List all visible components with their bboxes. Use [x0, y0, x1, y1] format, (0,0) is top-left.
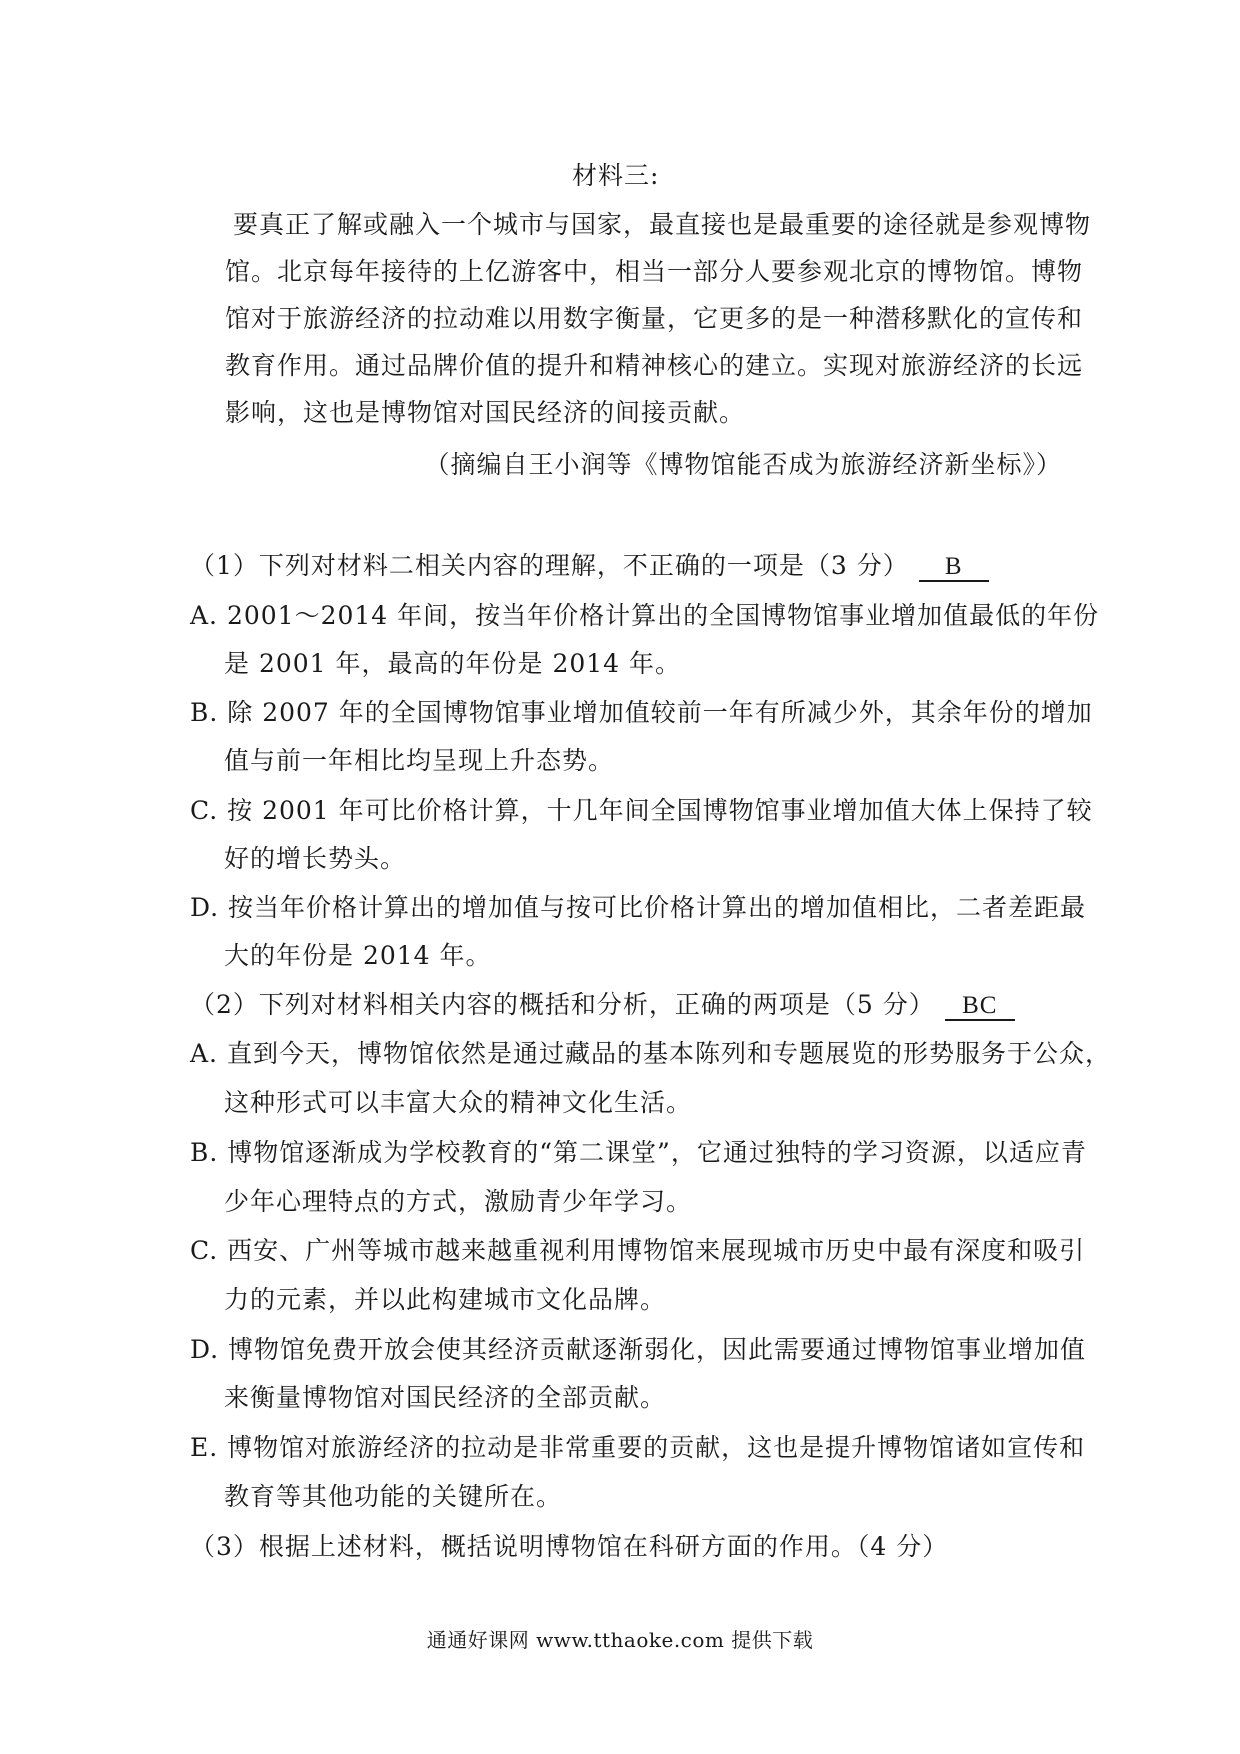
q1-option-b-cont: 值与前一年相比均呈现上升态势。 [224, 746, 615, 775]
q2-option-e: E. 博物馆对旅游经济的拉动是非常重要的贡献，这也是提升博物馆诸如宣传和 [190, 1433, 1086, 1462]
material-line-4: 教育作用。通过品牌价值的提升和精神核心的建立。实现对旅游经济的长远 [225, 351, 1084, 380]
material-line-5: 影响，这也是博物馆对国民经济的间接贡献。 [225, 398, 746, 427]
material-line-2: 馆。北京每年接待的上亿游客中，相当一部分人要参观北京的博物馆。博物 [225, 257, 1084, 286]
q1-option-a: A. 2001～2014 年间，按当年价格计算出的全国博物馆事业增加值最低的年份 [190, 601, 1100, 630]
q1-option-d-cont: 大的年份是 2014 年。 [224, 941, 492, 970]
material-line-1: 要真正了解或融入一个城市与国家，最直接也是最重要的途径就是参观博物 [233, 210, 1092, 239]
question-2-stem: （2）下列对材料相关内容的概括和分析，正确的两项是（5 分） [190, 990, 935, 1019]
q1-option-a-cont: 是 2001 年，最高的年份是 2014 年。 [224, 649, 682, 678]
q1-option-d: D. 按当年价格计算出的增加值与按可比价格计算出的增加值相比，二者差距最 [190, 893, 1087, 922]
q1-option-c-cont: 好的增长势头。 [224, 844, 407, 873]
material-title: 材料三: [572, 161, 660, 190]
page-footer: 通通好课网 www.tthaoke.com 提供下载 [426, 1628, 814, 1652]
q2-option-c: C. 西安、广州等城市越来越重视利用博物馆来展现城市历史中最有深度和吸引 [190, 1236, 1086, 1265]
question-1-answer: B [919, 554, 989, 582]
q2-option-e-cont: 教育等其他功能的关键所在。 [224, 1482, 563, 1511]
q2-option-a-cont: 这种形式可以丰富大众的精神文化生活。 [224, 1088, 693, 1117]
question-2 [190, 989, 1015, 1021]
q1-option-b: B. 除 2007 年的全国博物馆事业增加值较前一年有所减少外，其余年份的增加 [190, 698, 1093, 727]
q2-option-a: A. 直到今天，博物馆依然是通过藏品的基本陈列和专题展览的形势服务于公众， [190, 1039, 1111, 1068]
q1-option-c: C. 按 2001 年可比价格计算，十几年间全国博物馆事业增加值大体上保持了较 [190, 796, 1093, 825]
material-line-3: 馆对于旅游经济的拉动难以用数字衡量，它更多的是一种潜移默化的宣传和 [225, 304, 1084, 333]
material-source: （摘编自王小润等《博物馆能否成为旅游经济新坐标》） [424, 450, 1062, 479]
question-3: （3）根据上述材料，概括说明博物馆在科研方面的作用。（4 分） [190, 1532, 949, 1561]
q2-option-b-cont: 少年心理特点的方式，激励青少年学习。 [224, 1187, 693, 1216]
question-2-answer: BC [945, 993, 1015, 1021]
q2-option-d-cont: 来衡量博物馆对国民经济的全部贡献。 [224, 1383, 667, 1412]
q2-option-c-cont: 力的元素，并以此构建城市文化品牌。 [224, 1285, 667, 1314]
question-1 [190, 550, 989, 582]
question-1-stem: （1）下列对材料二相关内容的理解，不正确的一项是（3 分） [190, 551, 909, 580]
q2-option-b: B. 博物馆逐渐成为学校教育的“第二课堂”，它通过独特的学习资源，以适应青 [190, 1138, 1087, 1167]
q2-option-d: D. 博物馆免费开放会使其经济贡献逐渐弱化，因此需要通过博物馆事业增加值 [190, 1335, 1087, 1364]
